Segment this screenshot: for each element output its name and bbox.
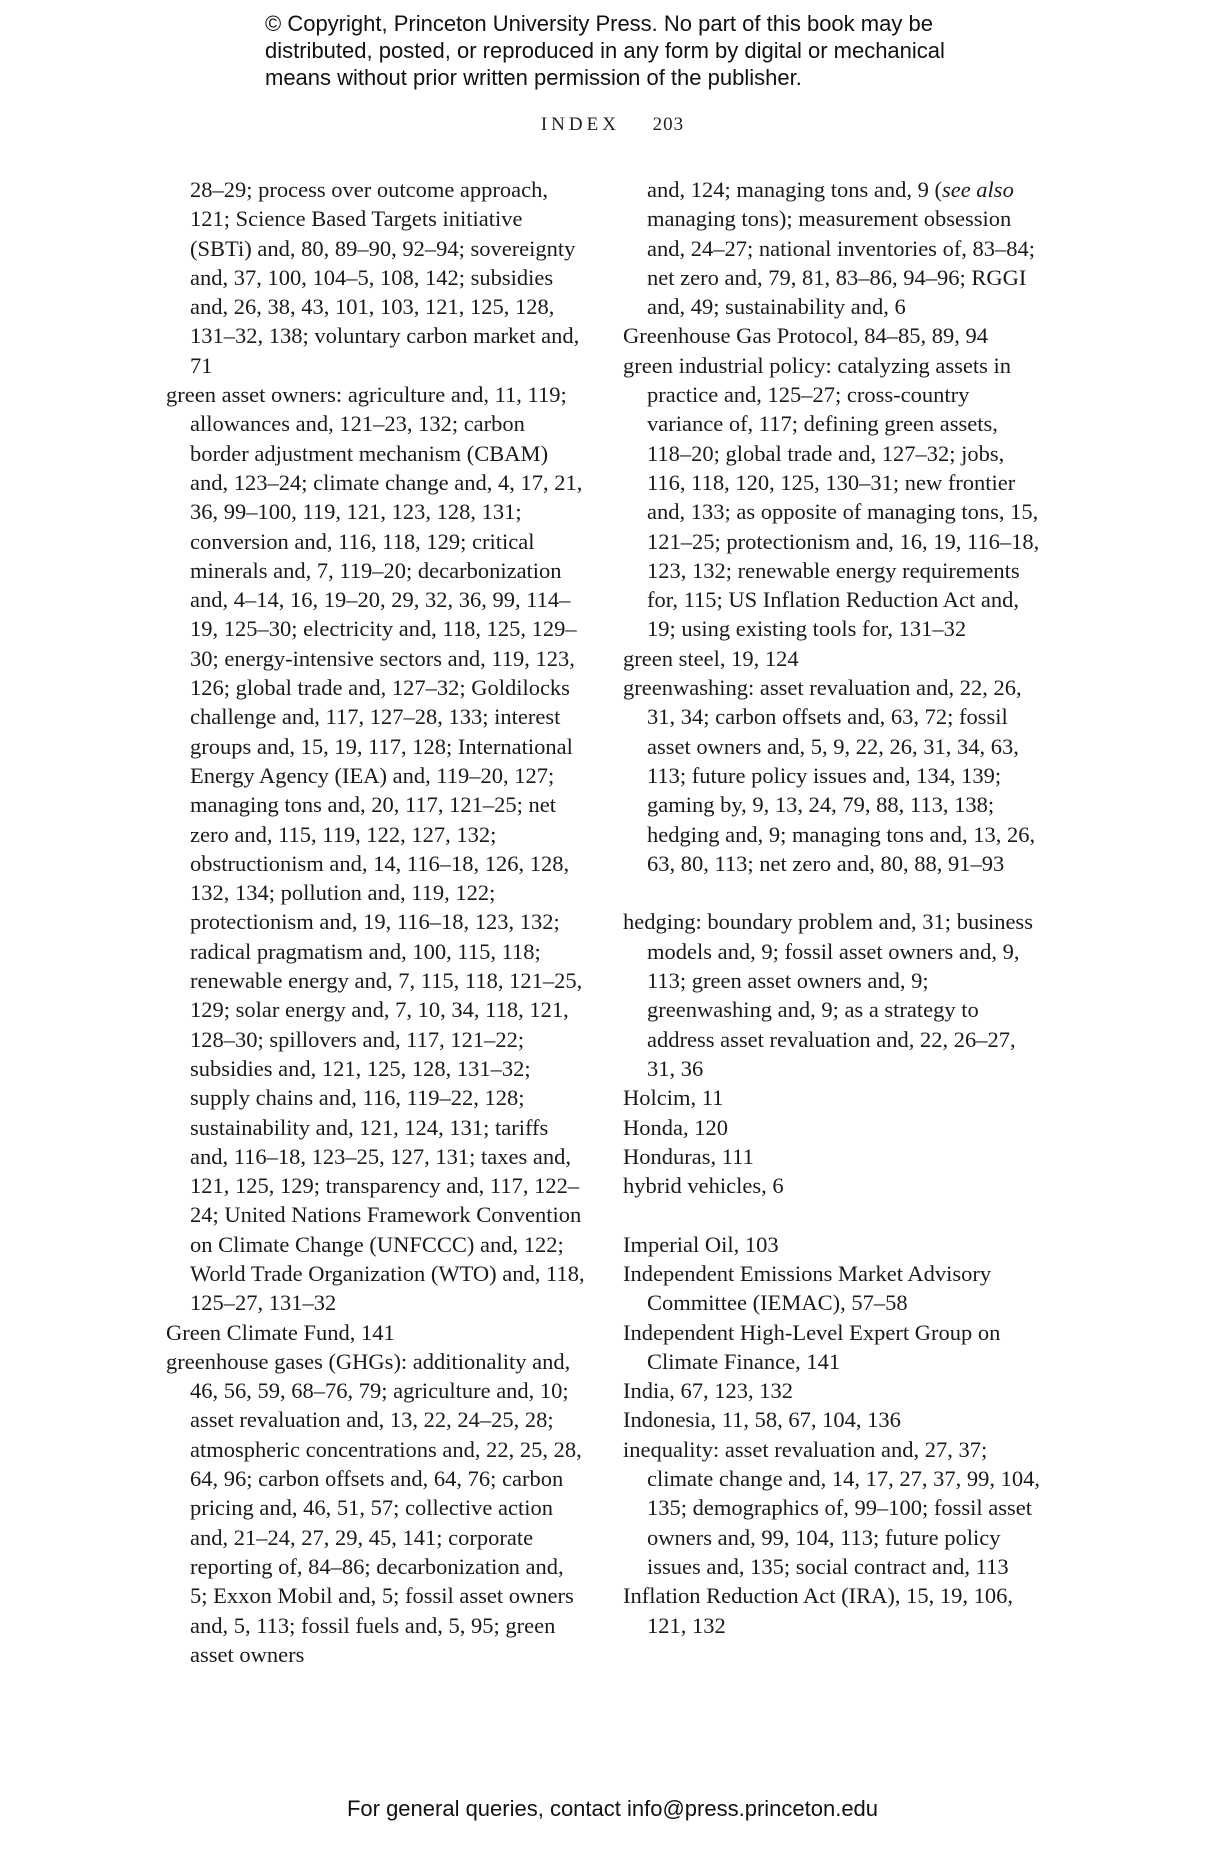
index-entry: Holcim, 11 [623,1085,724,1111]
see-also-reference: see also [941,177,1014,202]
section-title: INDEX [540,114,620,135]
page-number: 203 [652,114,685,135]
index-entry: Indonesia, 11, 58, 67, 104, 136 [623,1407,901,1433]
index-entry: Green Climate Fund, 141 [166,1319,395,1345]
index-column-right [623,175,1043,1640]
letter-group-gap [623,878,1043,907]
index-entry: hybrid vehicles, 6 [623,1173,784,1199]
index-entry: Greenhouse Gas Protocol, 84–85, 89, 94 [623,323,988,349]
index-entry-continuation: 28–29; process over outcome approach, 121; Science Based Targets initiative (SBTi) and, 80, 89–90, 92–94; sovereignty and, 37, 100, 104–5, 108, 142; subsidies and, 26, 38, 43, 101, 103, 121, 125, 128, 131–32, 138; voluntary carbon market and, 71 [190,177,580,378]
running-head [0,114,1225,136]
letter-group-gap [623,1200,1043,1229]
index-entry: Honduras, 111 [623,1143,754,1169]
copyright-line: © Copyright, Princeton University Press. No part of this book may be [265,11,933,36]
continuation-text: and, 124; managing tons and, 9 ( [647,177,942,202]
index-entry: India, 67, 123, 132 [623,1378,793,1404]
index-entry: Independent Emissions Market Advisory Committee (IEMAC), 57–58 [623,1260,992,1316]
copyright-notice [265,10,1025,91]
index-entry: Inflation Reduction Act (IRA), 15, 19, 106, 121, 132 [623,1583,1013,1638]
index-entry: green asset owners: agriculture and, 11, 119; allowances and, 121–23, 132; carbon border adjustment mechanism (CBAM) and, 123–24; climate change and, 4, 17, 21, 36, 99–100, 119, 121, 123, 128, 131; conversion and, 116, 118, 129; critical minerals and, 7, 119–20; decarbonization and, 4–14, 16, 19–20, 29, 32, 36, 99, 114–19, 125–30; electricity and, 118, 125, 129–30; energy-intensive sectors and, 119, 123, 126; global trade and, 127–32; Goldilocks challenge and, 117, 127–28, 133; interest groups and, 15, 19, 117, 128; International Energy Agency (IEA) and, 119–20, 127; managing tons and, 20, 117, 121–25; net zero and, 115, 119, 122, 127, 132; obstructionism and, 14, 116–18, 126, 128, 132, 134; pollution and, 119, 122; protectionism and, 19, 116–18, 123, 132; radical pragmatism and, 100, 115, 118; renewable energy and, 7, 115, 118, 121–25, 129; solar energy and, 7, 10, 34, 118, 121, 128–30; spillovers and, 117, 121–22; subsidies and, 121, 125, 128, 131–32; supply chains and, 116, 119–22, 128; sustainability and, 121, 124, 131; tariffs and, 116–18, 123–25, 127, 131; taxes and, 121, 125, 129; transparency and, 117, 122–24; United Nations Framework Convention on Climate Change (UNFCCC) and, 122; World Trade Organization (WTO) and, 118, 125–27, 131–32 [166,382,585,1316]
index-entry: greenhouse gases (GHGs): additionality and, 46, 56, 59, 68–76, 79; agriculture and, 10; asset revaluation and, 13, 22, 24–25, 28; atmospheric concentrations and, 22, 25, 28, 64, 96; carbon offsets and, 64, 76; carbon pricing and, 46, 51, 57; collective action and, 21–24, 27, 29, 45, 141; corporate reporting of, 84–86; decarbonization and, 5; Exxon Mobil and, 5; fossil asset owners and, 5, 113; fossil fuels and, 5, 95; green asset owners [166,1348,582,1667]
index-entry: green steel, 19, 124 [623,645,799,671]
index-entry-continuation [623,175,1043,321]
index-entry: Independent High-Level Expert Group on Climate Finance, 141 [623,1319,1001,1374]
index-entry: hedging: boundary problem and, 31; business models and, 9; fossil asset owners and, 9, 113; green asset owners and, 9; greenwashing and, 9; as a strategy to address asset revaluation and, 22, 26–27, 31, 36 [623,909,1033,1081]
index-entry: Imperial Oil, 103 [623,1231,779,1257]
index-entry: inequality: asset revaluation and, 27, 37; climate change and, 14, 17, 27, 37, 99, 104, 135; demographics of, 99–100; fossil asset owners and, 99, 104, 113; future policy issues and, 135; social contract and, 113 [623,1436,1041,1579]
continuation-text: managing tons); measurement obsession and, 24–27; national inventories of, 83–84; net zero and, 79, 81, 83–86, 94–96; RGGI and, 49; sustainability and, 6 [647,206,1036,320]
index-entry: Honda, 120 [623,1114,728,1140]
index-column-left [166,175,586,1669]
footer-contact: For general queries, contact info@press.princeton.edu [346,1796,879,1821]
index-entry: greenwashing: asset revaluation and, 22, 26, 31, 34; carbon offsets and, 63, 72; fossil asset owners and, 5, 9, 22, 26, 31, 34, 63, 113; future policy issues and, 134, 139; gaming by, 9, 13, 24, 79, 88, 113, 138; hedging and, 9; managing tons and, 13, 26, 63, 80, 113; net zero and, 80, 88, 91–93 [623,675,1036,876]
copyright-line: means without prior written permission of the publisher. [265,65,802,90]
copyright-line: distributed, posted, or reproduced in any form by digital or mechanical [265,38,945,63]
index-entry: green industrial policy: catalyzing assets in practice and, 125–27; cross-country variance of, 117; defining green assets, 118–20; global trade and, 127–32; jobs, 116, 118, 120, 125, 130–31; new frontier and, 133; as opposite of managing tons, 15, 121–25; protectionism and, 16, 19, 116–18, 123, 132; renewable energy requirements for, 115; US Inflation Reduction Act and, 19; using existing tools for, 131–32 [623,352,1040,642]
